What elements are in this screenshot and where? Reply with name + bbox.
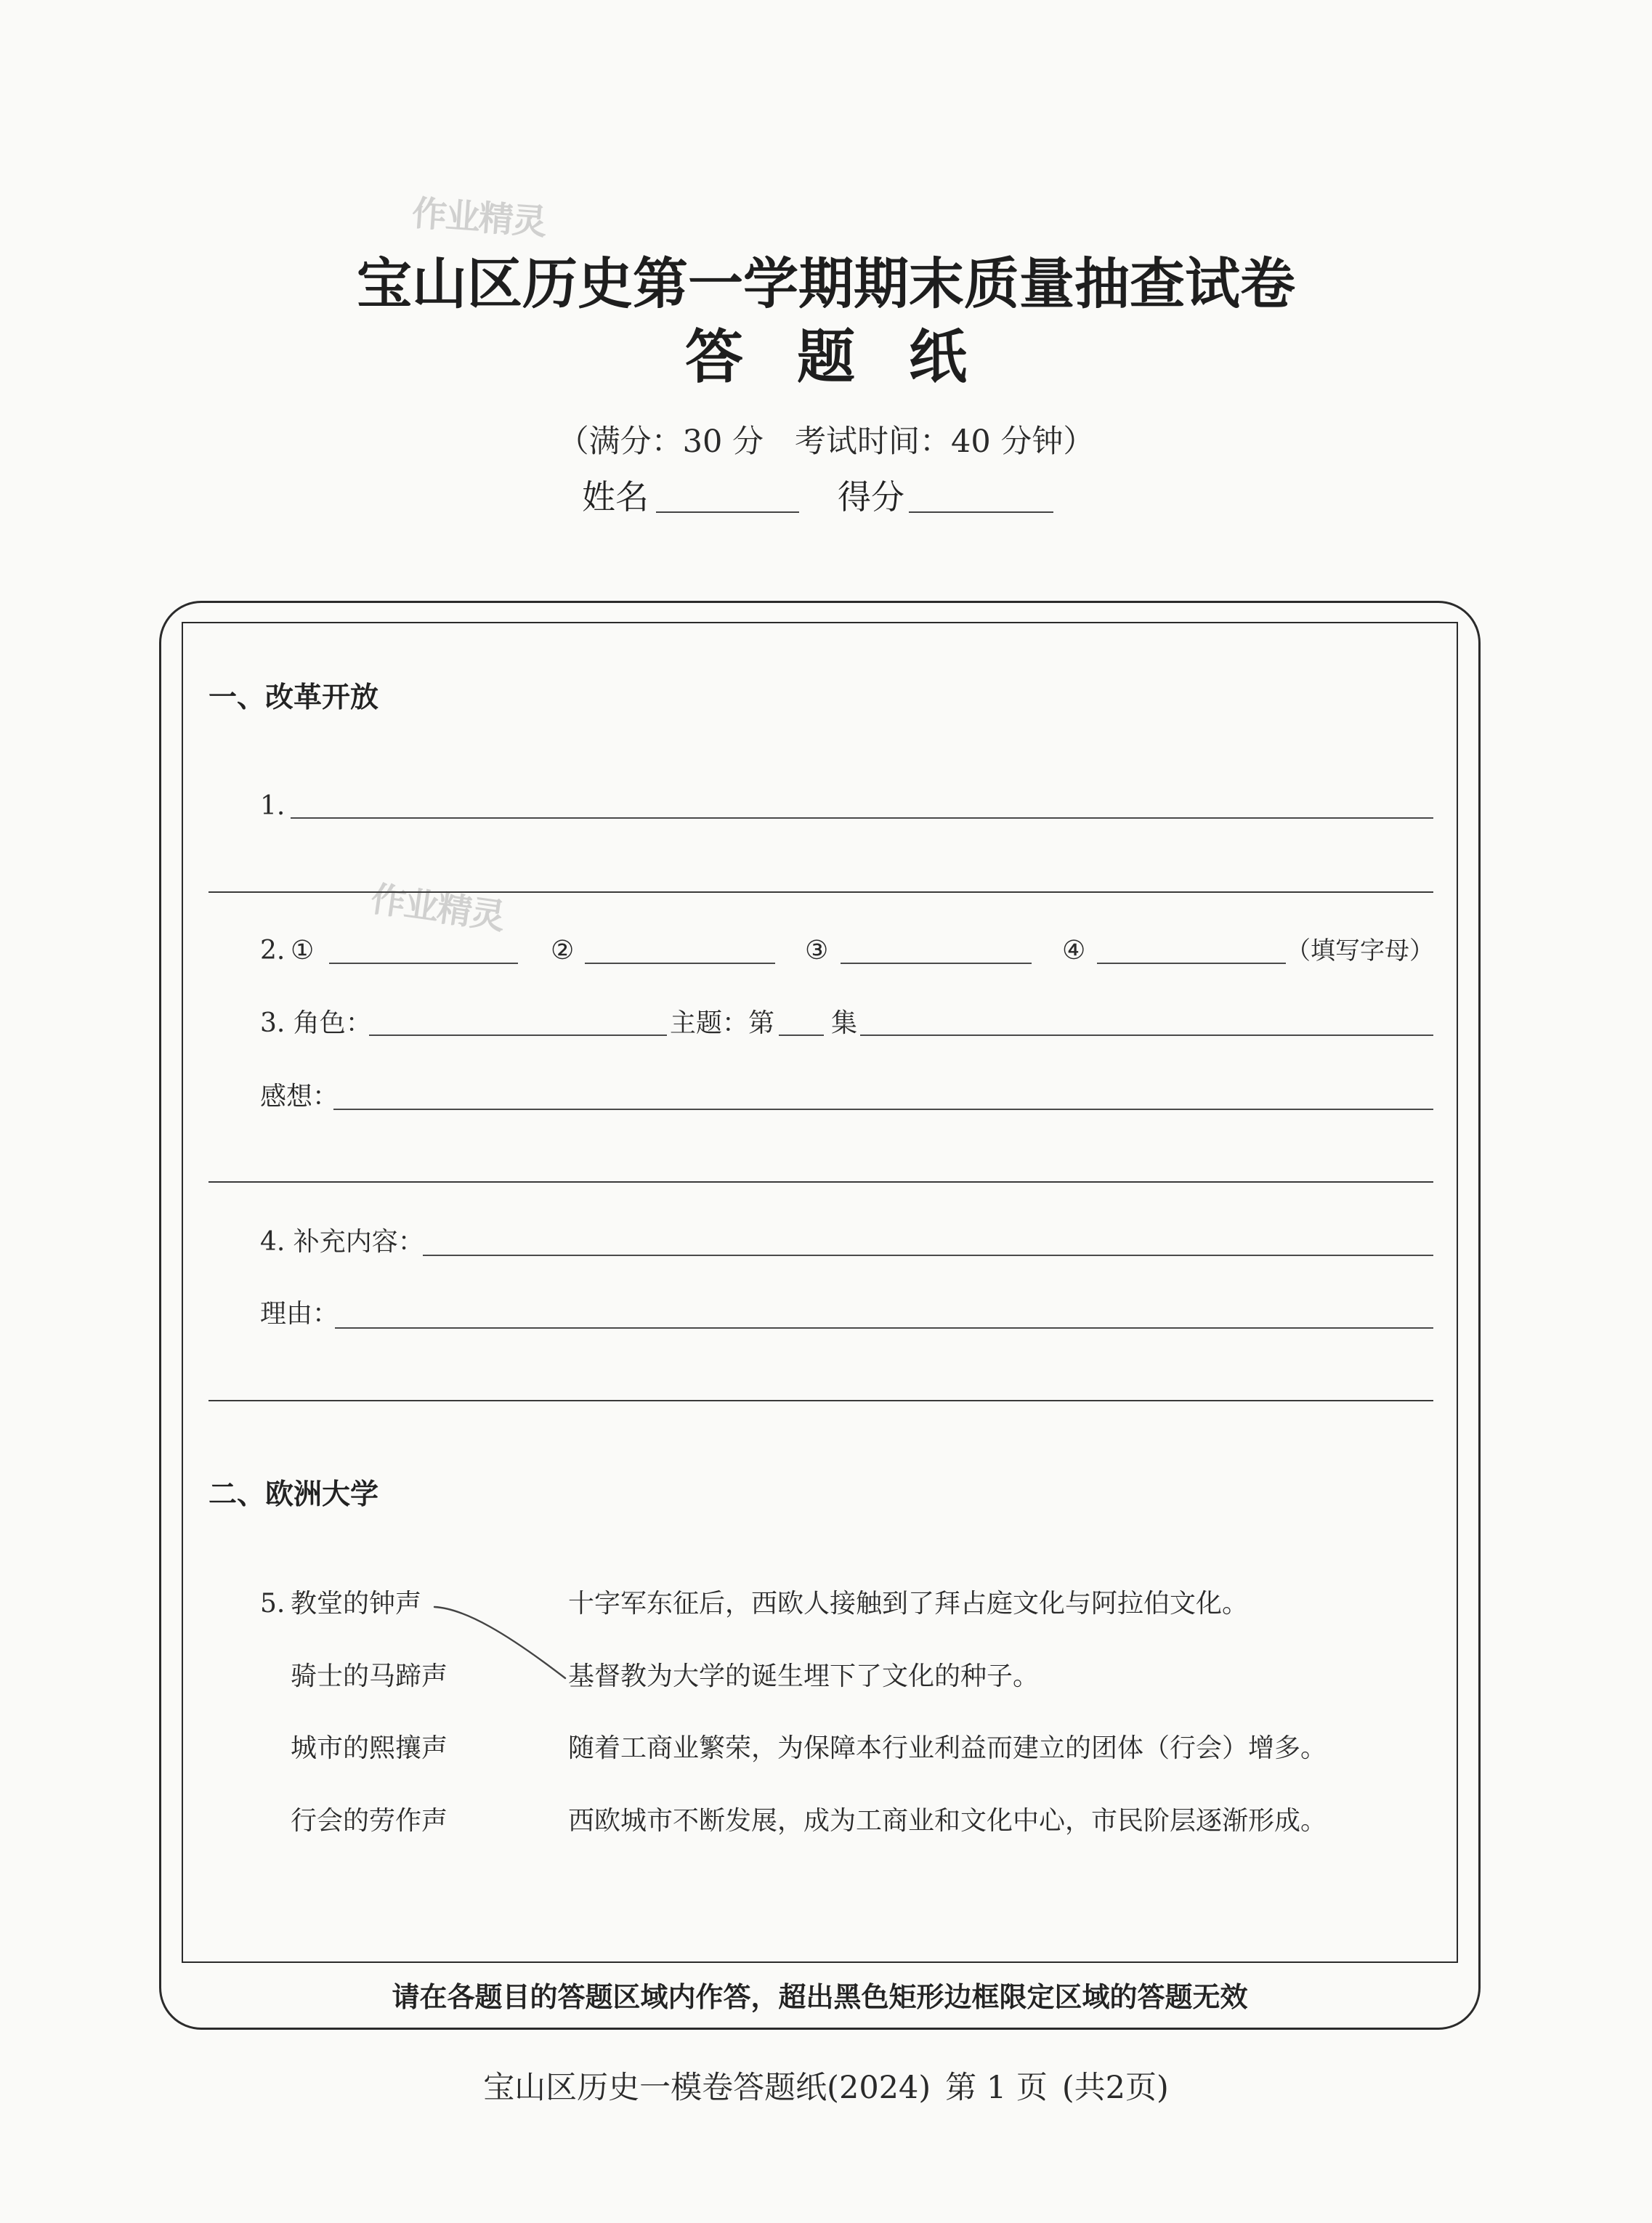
page-title: 宝山区历史第一学期期末质量抽查试卷 <box>357 251 1295 316</box>
q5-left-item: 行会的劳作声 <box>291 1806 448 1836</box>
q5-right-item: 十字军东征后，西欧人接触到了拜占庭文化与阿拉伯文化。 <box>568 1589 1249 1619</box>
q5-label: 5. <box>260 1589 286 1619</box>
q5-left-item: 骑士的马蹄声 <box>291 1661 448 1691</box>
footer-doc-title: 宝山区历史一模卷答题纸(2024) <box>483 2070 931 2106</box>
section2-heading: 二、欧洲大学 <box>208 1478 379 1511</box>
q3-role-label: 3. 角色： <box>260 1008 372 1038</box>
q2-mark-1: ① <box>291 936 315 965</box>
q3-episode-label: 集 <box>831 1008 858 1038</box>
score-label: 得分 <box>838 477 904 517</box>
page-subtitle: 答题纸 <box>685 323 1021 391</box>
footer-total-pages: (共2页) <box>1061 2070 1169 2106</box>
q1-label: 1. <box>260 791 286 821</box>
q2-mark-4: ④ <box>1062 936 1086 965</box>
page-footer <box>0 2072 1652 2104</box>
name-label: 姓名 <box>582 477 649 517</box>
q5-right-item: 随着工商业繁荣，为保障本行业利益而建立的团体（行会）增多。 <box>568 1733 1327 1763</box>
answer-area-notice: 请在各题目的答题区域内作答，超出黑色矩形边框限定区域的答题无效 <box>392 1981 1248 2013</box>
q5-left-item: 城市的熙攘声 <box>291 1733 448 1763</box>
q5-left-item: 教堂的钟声 <box>291 1589 422 1619</box>
watermark-logo: 作业精灵 <box>410 193 547 243</box>
q4-reason-label: 理由： <box>260 1299 339 1329</box>
q2-label: 2. <box>260 936 286 965</box>
q5-right-item: 基督教为大学的诞生埋下了文化的种子。 <box>568 1661 1040 1691</box>
q3-theme-label: 主题：第 <box>670 1008 775 1038</box>
q4-label: 4. 补充内容： <box>260 1227 424 1257</box>
footer-page-number: 第 1 页 <box>945 2070 1048 2106</box>
q2-mark-2: ② <box>551 936 575 965</box>
q3-feeling-label: 感想： <box>260 1082 339 1112</box>
watermark-logo: 作业精灵 <box>368 878 507 938</box>
q2-mark-3: ③ <box>805 936 829 965</box>
exam-info: （满分：30 分 考试时间：40 分钟） <box>557 424 1095 460</box>
q2-note: （填写字母） <box>1286 936 1434 965</box>
section1-heading: 一、改革开放 <box>208 681 379 714</box>
q5-right-item: 西欧城市不断发展，成为工商业和文化中心，市民阶层逐渐形成。 <box>568 1806 1327 1836</box>
